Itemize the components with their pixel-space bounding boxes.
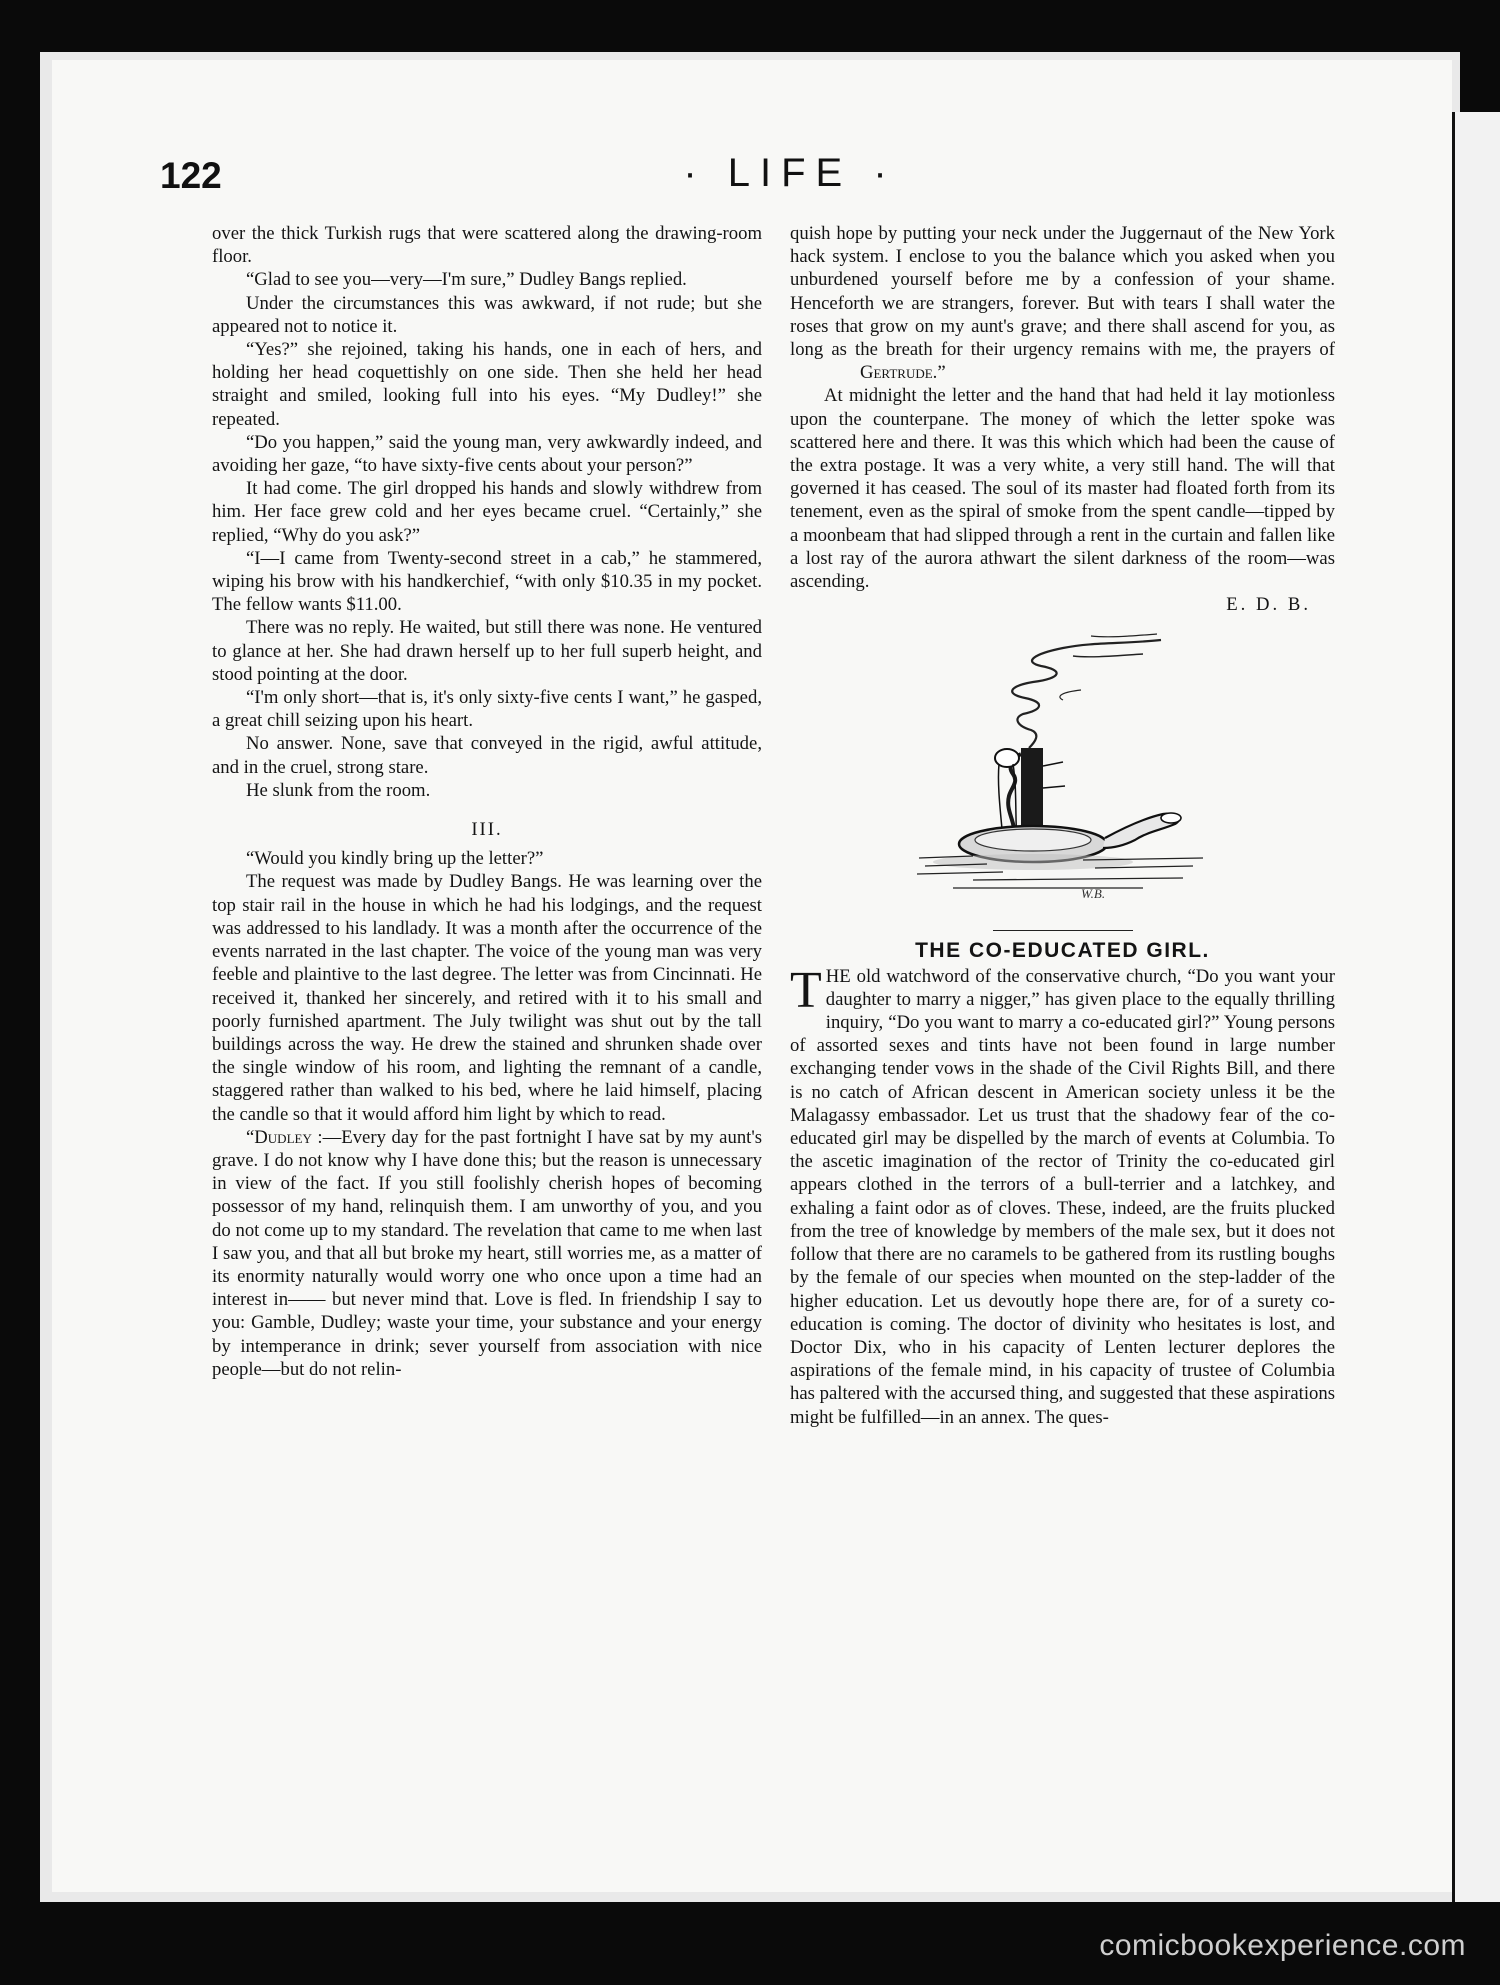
masthead-title: · LIFE · [683,151,897,195]
paragraph: There was no reply. He waited, but still there was none. He ventured to glance at her. She had drawn herself up to her full superb height, and stood pointing at the door. [212,617,762,685]
paragraph: The request was made by Dudley Bangs. He was learning over the top stair rail in the house in which he had his lodgings, and the request was addressed to his landlady. It was a month after the occurrence of the events narrated in the last chapter. The voice of the young man was very feeble and plaintive to the last degree. The letter was from Cincinnati. He received it, thanked her sincerely, and retired with it to his small and poorly furnished apartment. The July twilight was shut out by the tall buildings across the way. He drew the stained and shrunken shade over the single window of his room, and lighting the remnant of a candle, staggered rather than walked to his bed, where he laid himself, placing the candle so that it would afford him light by which to read. [212,871,762,1125]
left-column [212,222,762,1381]
page-header [160,151,1330,215]
paragraph: It had come. The girl dropped his hands and slowly withdrew from him. Her face grew cold and her eyes became cruel. “Certainly,” she replied, “Why do you ask?” [212,478,762,546]
letter-continued-text: quish hope by putting your neck under the Juggernaut of the New York hack system. I enclose to you the balance which you asked when you unburdened yourself before me by a confession of your shame. Henceforth we are strangers, forever. But with tears I shall water the roses that grow on my aunt's grave; and there shall ascend for you, as long as the breath for their urgency remains with me, the prayers of [790,223,1335,361]
title-rule [993,930,1133,931]
watermark: comicbookexperience.com [1099,1929,1466,1962]
letter-paragraph: “Dudley :—Every day for the past fortnight I have sat by my aunt's grave. I do not know why I have done this; but the reason is unnecessary in view of the fact. If you still foolishly cherish hopes of becoming possessor of my hand, relinquish them. I am unworthy of you, and you do not come up to my standard. The revelation that came to me when last I saw you, and that all but broke my heart, still worries me, as a matter of its enormity naturally would worry one who once upon a time had an interest in—— but never mind that. Love is fled. In friendship I say to you: Gamble, Dudley; waste your time, your substance and your energy by intemperance in drink; sever yourself from association with nice people—but do not relin- [212,1126,762,1380]
right-column [790,222,1335,1429]
article-paragraph [790,961,1335,1429]
article-title: THE CO-EDUCATED GIRL. [915,939,1210,963]
adjacent-page-edge [1452,112,1500,1902]
candle-dish [933,813,1181,870]
paragraph: No answer. None, save that conveyed in the rigid, awful attitude, and in the cruel, strong stare. [212,733,762,778]
smoke-spiral [1012,634,1161,748]
letter-salutation: Dudley [254,1126,312,1148]
illustrator-signature: W.B. [1080,886,1105,902]
paragraph: “Would you kindly bring up the letter?” [246,848,544,870]
section-number: III. [471,819,503,841]
letter-signoff: Gertrude.” [860,362,946,384]
paragraph: Under the circumstances this was awkward, if not rude; but she appeared not to notice it. [212,292,762,337]
letter-body: :—Every day for the past fortnight I have sat by my aunt's grave. I do not know why I have done this; but the reason is unnecessary in view of the fact. If you still foolishly cherish hopes of becoming possessor of my hand, relinquish them. I am unworthy of you, and you do not come up to my standard. The revelation that came to me when last I saw you, and that all but broke my heart, still worries me, as a matter of its enormity naturally would worry one who once upon a time had an interest in—— but never mind that. Love is fled. In friendship I say to you: Gamble, Dudley; waste your time, your substance and your energy by intemperance in drink; sever yourself from association with nice people—but do not relin- [212,1126,762,1380]
paragraph: “Yes?” she rejoined, taking his hands, one in each of hers, and holding her head coquettishly on one side. Then she held her head straight and smiled, looking full into his eyes. “My Dudley!” she repeated. [212,339,762,430]
paragraph: “I—I came from Twenty-second street in a cab,” he stammered, wiping his brow with his handkerchief, “with only $10.35 in my pocket. The fellow wants $11.00. [212,547,762,616]
candle-illustration [913,626,1213,916]
paragraph: “Glad to see you—very—I'm sure,” Dudley Bangs replied. [246,269,687,291]
page-number: 122 [160,155,222,196]
paragraph: “Do you happen,” said the young man, very awkwardly indeed, and avoiding her gaze, “to have sixty-five cents about your person?” [212,431,762,477]
paragraph: At midnight the letter and the hand that had held it lay motionless upon the counterpane. The money of which the letter spoke was scattered here and there. It was this which which had been the cause of the extra postage. It was a very white, a very still hand. The will that governed it has ceased. The soul of its master had floated forth from its tenement, even as the spiral of smoke from the spent candle—tipped by a moonbeam that had slipped through a rent in the curtain and fallen like a lost ray of the aurora athwart the silent darkness of the room—was ascending. [790,385,1335,593]
paragraph: He slunk from the room. [246,779,431,801]
paragraph: over the thick Turkish rugs that were scattered along the drawing-room floor. [212,223,762,268]
drop-cap: T [790,961,822,1019]
author-initials: E. D. B. [1226,594,1311,616]
paragraph: “I'm only short—that is, it's only sixty-five cents I want,” he gasped, a great chill seizing upon his heart. [212,687,762,732]
article-body: HE old watchword of the conservative church, “Do you want your daughter to marry a nigger,” has given place to the equally thrilling inquiry, “Do you want to marry a co-educated girl?” Young persons of assorted sexes and tints have not been found in large number exchanging tender vows in the shade of the Civil Rights Bill, and there is no catch of African descent in American society unless it be the Malagassy embassador. Let us trust that the shadowy fear of the co-educated girl may be dispelled by the march of events at Columbia. To the ascetic imagination of the rector of Trinity the co-educated girl appears clothed in the terrors of a bull-terrier and a latchkey, and exhaling a faint odor as of cloves. These, indeed, are the fruits plucked from the tree of knowledge by members of the male sex, but it does not follow that there are no caramels to be gathered from its rustling boughs by the female of our species when mounted on the step-ladder of the higher education. Let us devoutly hope there are, for of a surety co-education is coming. The doctor of divinity who hesitates is lost, and Doctor Dix, who in his capacity of Lenten lecturer deplores the aspirations of the female mind, in his capacity of trustee of Columbia has paltered with the accursed thing, and suggested that these aspirations might be fulfilled—in an annex. The ques- [790,965,1335,1428]
letter-continued [790,222,1335,384]
